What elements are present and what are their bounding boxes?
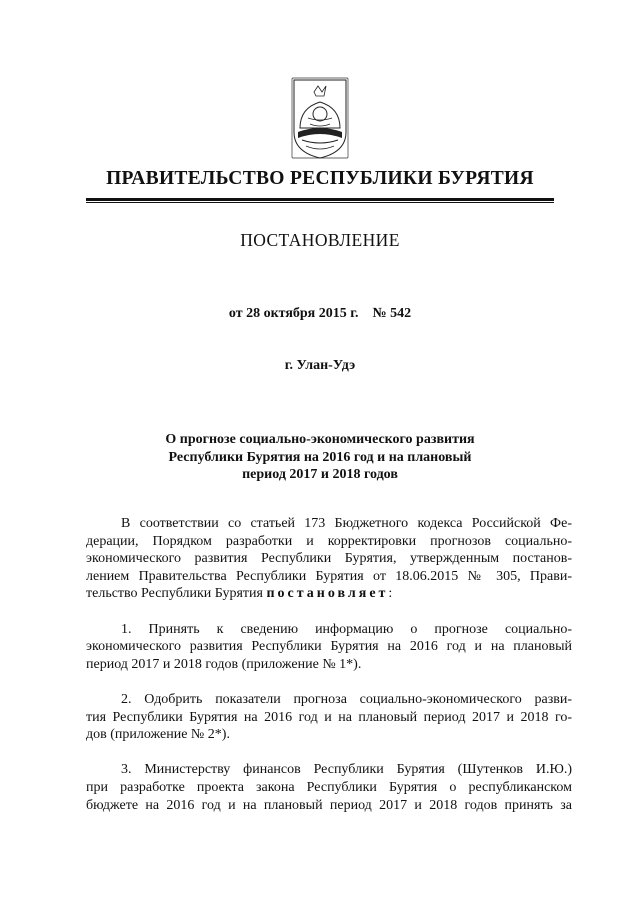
text-line: 3. Министерству финансов Республики Бурятия (Шутенков И.Ю.) [121,762,572,778]
item-paragraph [86,761,572,814]
government-title: ПРАВИТЕЛЬСТВО РЕСПУБЛИКИ БУРЯТИЯ [106,168,534,189]
text-line: тия Республики Бурятия на 2016 год и на плановый период 2017 и 2018 го- [86,709,572,725]
preamble-paragraph [86,515,572,603]
text-line: период 2017 и 2018 годов (приложение № 1*). [86,656,362,672]
header-divider-thin [86,202,554,203]
subject-line: период 2017 и 2018 годов [242,467,398,482]
document-type: ПОСТАНОВЛЕНИЕ [240,230,400,250]
text-line: при разработке проекта закона Республики Бурятия о республиканском [86,779,572,795]
document-subject [120,431,520,484]
republic-coat-of-arms-icon [288,72,352,164]
document-date: от 28 октября 2015 г. [228,306,359,321]
text-line: бюджете на 2016 год и на плановый период 2017 и 2018 годов принять за [86,797,572,813]
text-line: лением Правительства Республики Бурятия от 18.06.2015 № 305, Прави- [86,568,572,584]
item-paragraph [86,691,572,744]
text-line: дов (приложение № 2*). [86,727,230,743]
resolution-keyword: постановляет [266,586,389,602]
subject-line: Республики Бурятия на 2016 год и на плановый [168,449,472,465]
date-number-line [86,306,554,322]
text-line [86,585,572,603]
text-line: экономического развития Республики Бурятия на 2016 год и на плановый [86,639,572,655]
text-line: В соответствии со статьей 173 Бюджетного кодекса Российской Фе- [121,516,572,531]
text-line: дерации, Порядком разработки и корректировки прогнозов социально- [86,533,572,549]
document-number: № 542 [372,306,412,321]
item-paragraph [86,621,572,674]
subject-line: О прогнозе социально-экономического развития [165,432,475,447]
text-fragment: тельство Республики Бурятия [86,586,267,602]
header-divider-thick [86,198,554,201]
document-body [86,515,572,832]
text-fragment: : [388,586,393,602]
text-line: 1. Принять к сведению информацию о прогнозе социально- [121,621,572,637]
text-line: 2. Одобрить показатели прогноза социально-экономического разви- [121,691,572,707]
document-city: г. Улан-Удэ [284,358,356,373]
text-line: экономического развития Республики Бурятия, утвержденным постанов- [86,551,572,567]
